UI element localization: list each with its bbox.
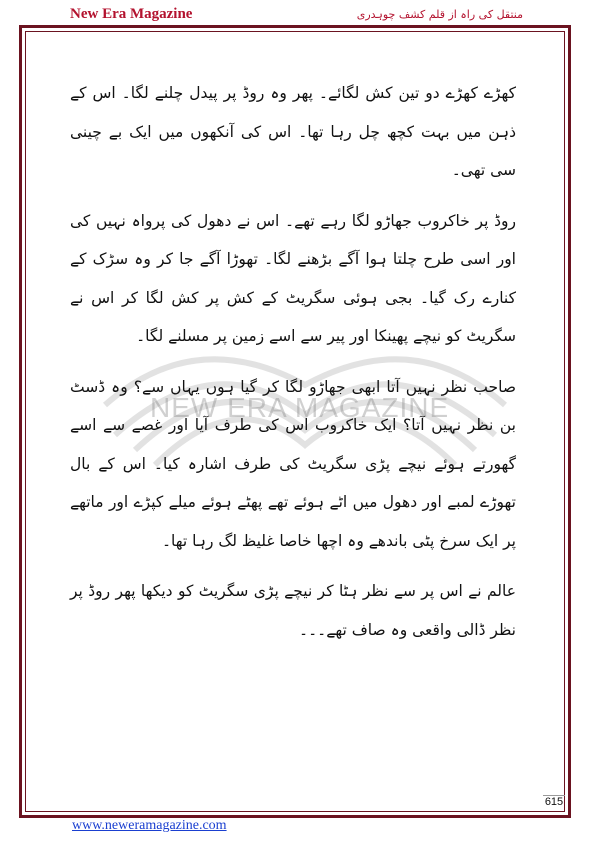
novel-title: منتقل کی راہ از قلم کشف چوہدری bbox=[356, 8, 523, 21]
article-body bbox=[70, 74, 516, 661]
paragraph-1: کھڑے کھڑے دو تین کش لگائے۔ پھر وہ روڈ پر پیدل چلنے لگا۔ اس کے ذہن میں بہت کچھ چل رہا تھا۔ اس کی آنکھوں میں ایک بے چینی سی تھی۔ bbox=[70, 84, 516, 179]
website-link[interactable]: www.neweramagazine.com bbox=[72, 818, 227, 833]
magazine-name: New Era Magazine bbox=[70, 6, 193, 22]
page-number: 615 bbox=[544, 796, 564, 808]
paragraph-2: روڈ پر خاکروب جھاڑو لگا رہے تھے۔ اس نے دھول کی پرواہ نہیں کی اور اسی طرح چلتا ہوا آگے بڑھنے لگا۔ تھوڑا آگے جا کر وہ سڑک کے کنارے رک گیا۔ بجی ہوئی سگریٹ کے کش پر کش لگا کر اس نے سگریٹ کو نیچے پھینکا اور پیر سے اسے زمین پر مسلنے لگا۔ bbox=[70, 211, 516, 345]
paragraph-3: صاحب نظر نہیں آتا ابھی جھاڑو لگا کر گیا ہوں یہاں سے؟ وہ ڈسٹ بن نظر نہیں آتا؟ ایک خاکروب اس کی طرف آیا اور غصے سے اسے گھورتے ہوئے نیچے پڑی سگریٹ کی طرف اشارہ کیا۔ اس کے بال تھوڑے لمبے اور دھول میں اٹے ہوئے تھے پھٹے ہوئے میلے کپڑے اور ماتھے پر ایک سرخ پٹی باندھے وہ اچھا خاصا غلیظ لگ رہا تھا۔ bbox=[70, 377, 516, 550]
watermark-text: NEW ERA MAGAZINE bbox=[150, 392, 450, 423]
paragraph-4: عالم نے اس پر سے نظر ہٹا کر نیچے پڑی سگریٹ کو دیکھا پھر روڈ پر نظر ڈالی واقعی وہ صاف تھے۔۔۔ bbox=[70, 582, 516, 639]
